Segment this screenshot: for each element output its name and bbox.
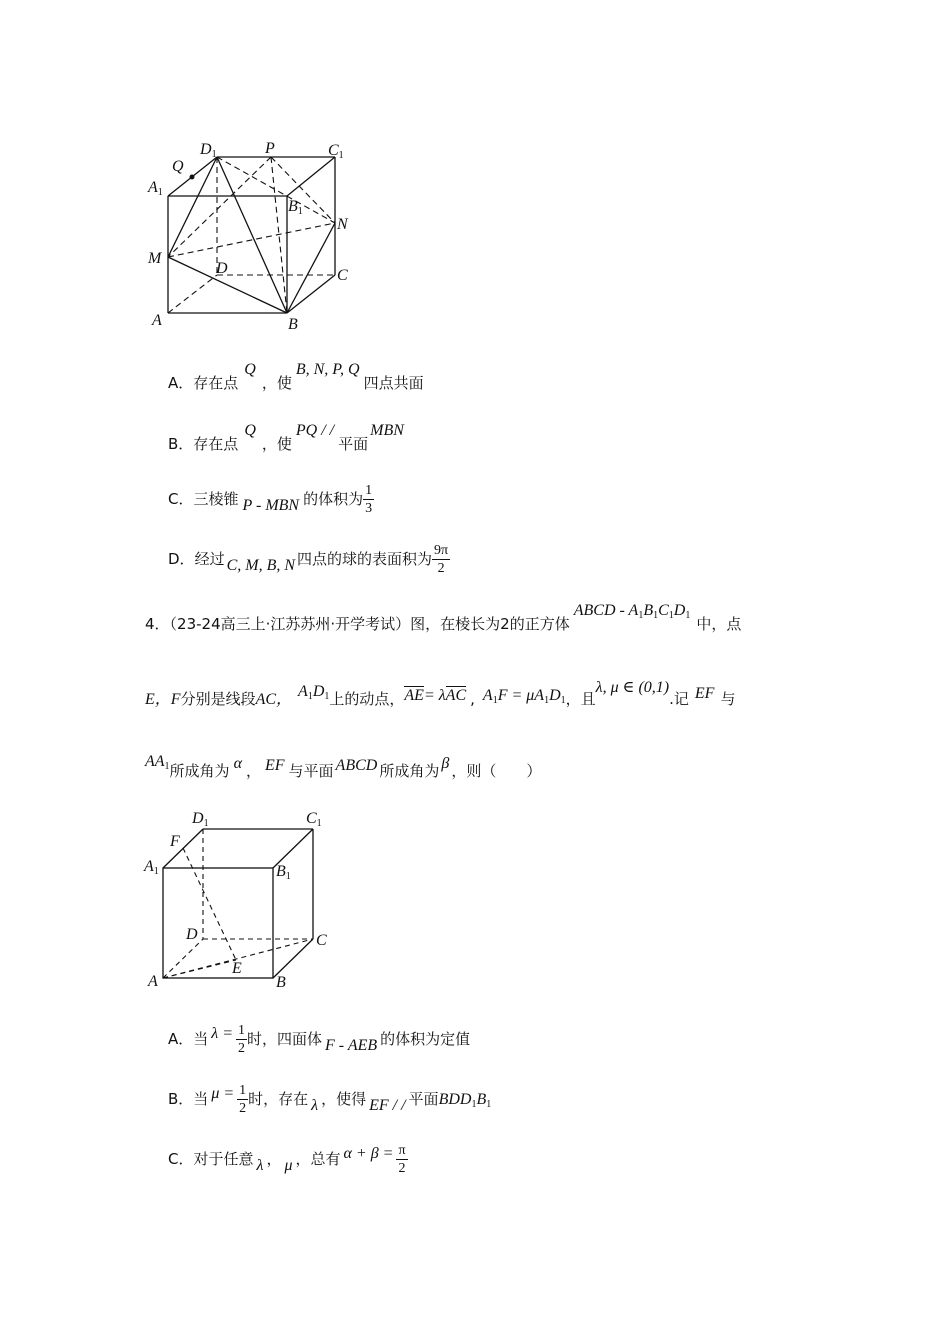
svg-text:C1: C1 [328, 142, 344, 161]
q3-option-c: C．三棱锥 P - MBN 的体积为 $\frac{1}{3}$ [168, 483, 373, 516]
option-label: A． [168, 374, 194, 392]
vector-ae: AE [404, 687, 424, 704]
svg-text:B1: B1 [276, 863, 291, 882]
label-b: B [276, 974, 286, 991]
label-n: N [337, 216, 348, 233]
q3-option-b: B．存在点Q，使PQ / /平面MBN [168, 422, 404, 453]
q4-stem-line-2: E，F分别是线段AC， $A_1D_1$上的动点，AE= λAC , $A_1F = \mu A_1D_1$，且λ, μ ∈ (0,1).记 EF 与 [145, 679, 736, 708]
point-q-dot [190, 175, 195, 180]
label-m: M [148, 250, 162, 267]
label-a: A [152, 312, 162, 329]
label-p: P [265, 140, 275, 157]
fraction-pi-over-2: $\frac{\pi}{2}$ [398, 1143, 406, 1176]
q4-stem-line-1: 4．（23-24高三上·江苏苏州·开学考试）图，在棱长为2的正方体ABCD - $A_1B_1C_1D_1$ 中，点 [145, 602, 742, 633]
fraction-one-third: $\frac{1}{3}$ [365, 483, 373, 516]
q3-option-a: A．存在点Q，使B, N, P, Q四点共面 [168, 361, 424, 392]
label-q: Q [172, 158, 184, 175]
label-d: D [216, 260, 228, 277]
label-c1: C [328, 142, 339, 159]
label-c1: C [306, 810, 317, 827]
question-number: 4． [145, 615, 170, 633]
svg-text:A1: A1 [144, 858, 159, 877]
cube-figure-1 [140, 135, 370, 335]
q4-option-a: A．当 λ = $\frac{1}{2}$ 时，四面体 F - AEB 的体积为定值 [168, 1023, 471, 1056]
label-b: B [288, 316, 298, 333]
q4-option-b: B．当 μ = $\frac{1}{2}$ 时，存在 λ ，使得 EF / / 平面$BDD_1B_1$ [168, 1083, 492, 1116]
label-c: C [337, 267, 348, 284]
label-a1: A [144, 858, 154, 875]
label-e: E [232, 960, 242, 977]
label-f: F [170, 833, 180, 850]
label-b1: B [276, 863, 286, 880]
fraction-one-half: $\frac{1}{2}$ [239, 1083, 247, 1116]
label-d1: D [192, 810, 204, 827]
label-b1: B [288, 198, 298, 215]
question-source: （23-24高三上·江苏苏州·开学考试）图，在棱长为2的正方体 [169, 615, 570, 633]
label-d: D [186, 926, 198, 943]
q4-stem-line-3: $AA_1$所成角为 α ， EF 与平面 ABCD 所成角为 β ，则（ ） [145, 753, 542, 780]
q4-option-c: C．对于任意 λ ， μ ，总有 α + β = $\frac{\pi}{2}$ [168, 1143, 406, 1176]
label-a: A [148, 973, 158, 990]
svg-text:D1: D1 [192, 810, 209, 829]
vector-ac: AC [445, 687, 467, 704]
svg-text:A1: A1 [148, 179, 163, 198]
label-a1: A [148, 179, 158, 196]
q3-option-d: D．经过 C, M, B, N 四点的球的表面积为 $\frac{9\pi}{2}$ [168, 543, 449, 576]
svg-text:D1: D1 [200, 141, 217, 160]
label-d1: D [200, 141, 212, 158]
fraction-9pi-over-2: $\frac{9\pi}{2}$ [434, 543, 449, 576]
svg-text:C1: C1 [306, 810, 322, 829]
label-c: C [316, 932, 327, 949]
svg-text:B1: B1 [288, 198, 303, 217]
fraction-one-half: $\frac{1}{2}$ [238, 1023, 246, 1056]
cube-figure-2 [140, 805, 340, 995]
